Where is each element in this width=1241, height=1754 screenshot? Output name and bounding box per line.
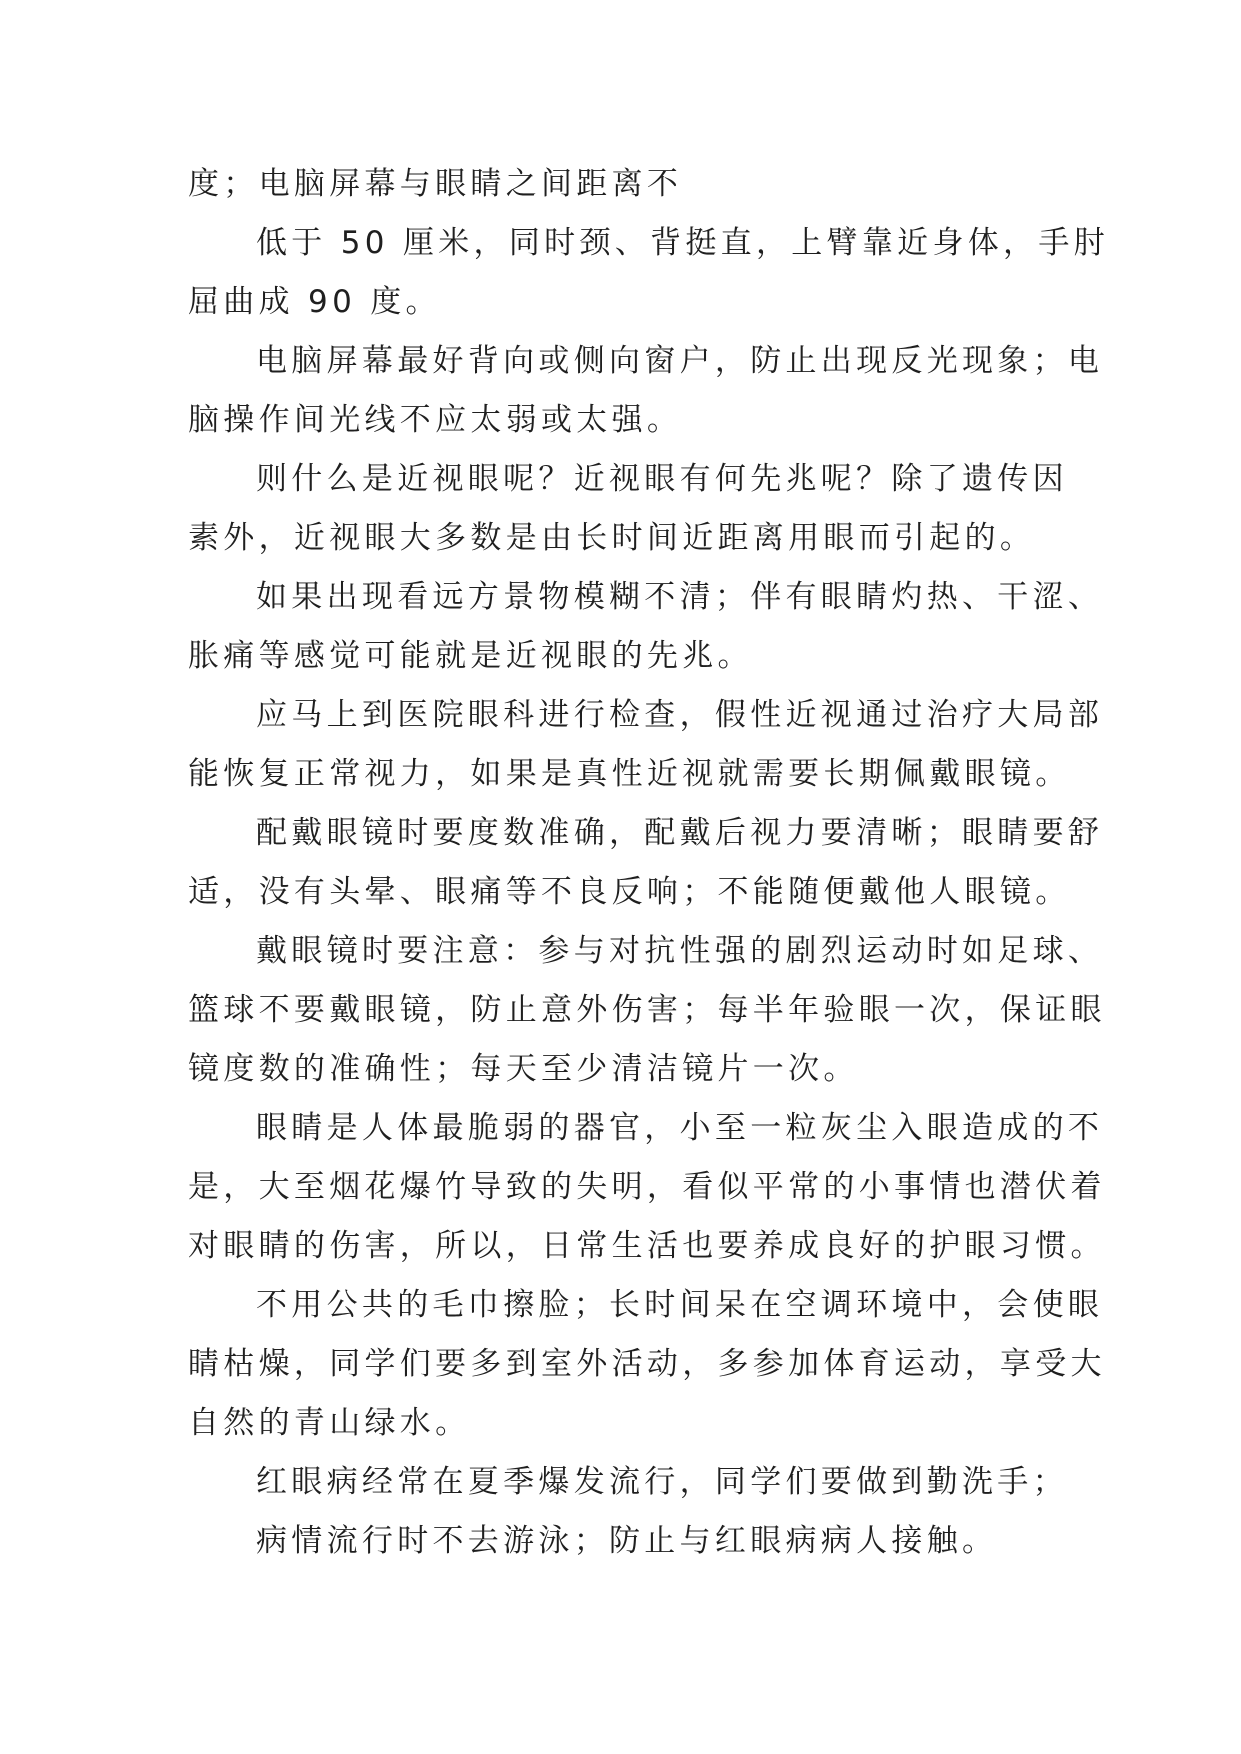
text-line: 低于 50 厘米，同时颈、背挺直，上臂靠近身体，手肘 (256, 225, 1109, 261)
text-line: 是，大至烟花爆竹导致的失明，看似平常的小事情也潜伏着 (188, 1169, 1106, 1205)
text-line: 不用公共的毛巾擦脸；长时间呆在空调环境中，会使眼 (256, 1287, 1104, 1323)
text-line: 脑操作间光线不应太弱或太强。 (188, 402, 683, 438)
text-line: 睛枯燥，同学们要多到室外活动，多参加体育运动，享受大 (188, 1346, 1106, 1382)
text-line: 胀痛等感觉可能就是近视眼的先兆。 (188, 638, 753, 674)
text-line: 应马上到医院眼科进行检查，假性近视通过治疗大局部 (256, 697, 1104, 733)
text-line: 适，没有头晕、眼痛等不良反响；不能随便戴他人眼镜。 (188, 874, 1071, 910)
text-line: 镜度数的准确性；每天至少清洁镜片一次。 (188, 1051, 859, 1087)
text-line: 素外，近视眼大多数是由长时间近距离用眼而引起的。 (188, 520, 1036, 556)
text-line: 红眼病经常在夏季爆发流行，同学们要做到勤洗手； (256, 1464, 1068, 1500)
text-line: 配戴眼镜时要度数准确，配戴后视力要清晰；眼睛要舒 (256, 815, 1104, 851)
text-line: 能恢复正常视力，如果是真性近视就需要长期佩戴眼镜。 (188, 756, 1071, 792)
text-line: 病情流行时不去游泳；防止与红眼病病人接触。 (256, 1523, 998, 1559)
text-line: 篮球不要戴眼镜，防止意外伤害；每半年验眼一次，保证眼 (188, 992, 1106, 1028)
text-line: 眼睛是人体最脆弱的器官，小至一粒灰尘入眼造成的不 (256, 1110, 1104, 1146)
text-line: 电脑屏幕最好背向或侧向窗户，防止出现反光现象；电 (256, 343, 1104, 379)
text-line: 度；电脑屏幕与眼睛之间距离不 (188, 166, 683, 202)
text-line: 自然的青山绿水。 (188, 1405, 471, 1441)
text-line: 如果出现看远方景物模糊不清；伴有眼睛灼热、干涩、 (256, 579, 1104, 615)
text-line: 对眼睛的伤害，所以，日常生活也要养成良好的护眼习惯。 (188, 1228, 1106, 1264)
text-line: 则什么是近视眼呢？近视眼有何先兆呢？除了遗传因 (256, 461, 1068, 497)
text-line: 戴眼镜时要注意：参与对抗性强的剧烈运动时如足球、 (256, 933, 1104, 969)
text-line: 屈曲成 90 度。 (188, 284, 441, 320)
